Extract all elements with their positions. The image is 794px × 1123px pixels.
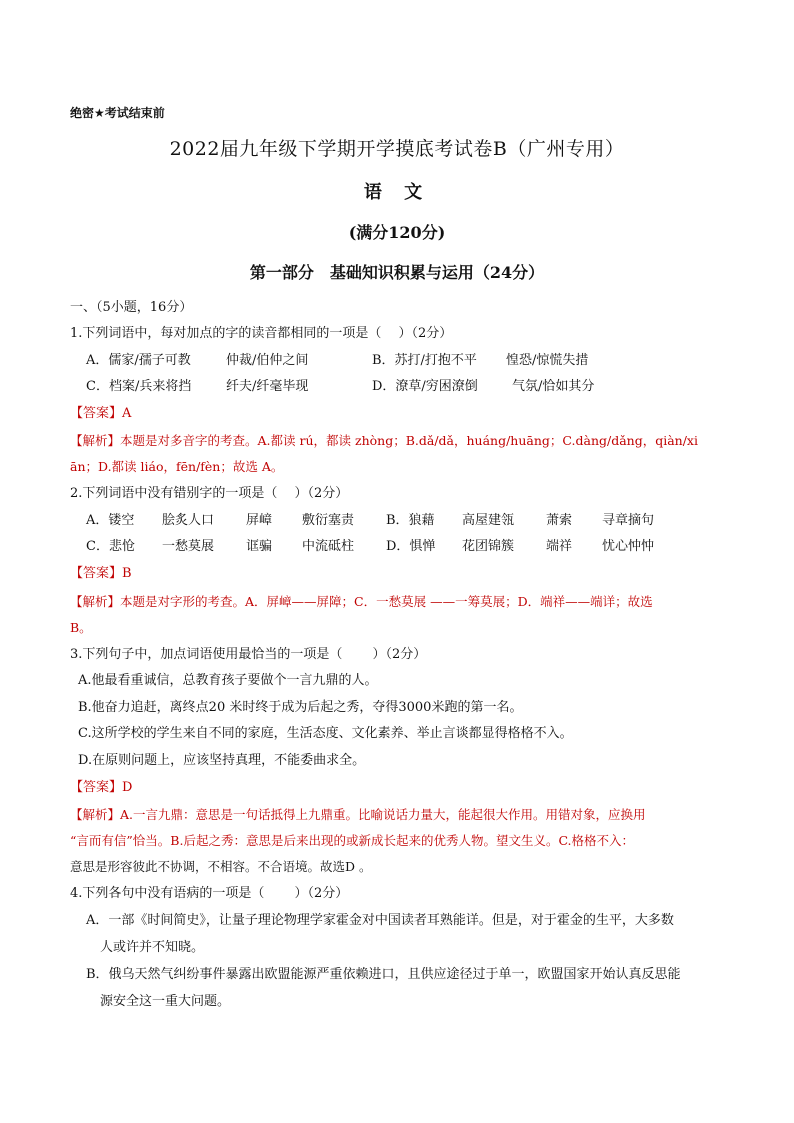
q2-option: 忧心忡忡 [602,539,655,554]
q2-option: 一愁莫展 [162,539,215,554]
q1-option: C．档案/兵来将挡 [86,379,192,394]
q2-option: D．惧惮 [386,539,436,554]
section-heading: 一、（5小题，16分） [70,300,193,315]
q1-option: 纤夫/纤毫毕现 [226,379,309,394]
answer-tag: 【答案】 [70,780,123,795]
q3-explanation-line: “言而有信”恰当。B.后起之秀：意思是后来出现的或新成长起来的优秀人物。望文生义。C.格格不入： [70,833,635,848]
q4-option: A．一部《时间简史》，让量子理论物理学家霍金对中国读者耳熟能详。但是，对于霍金的生平，大多数 [86,913,674,928]
q2-option: C．悲怆 [86,539,135,554]
question-1-stem: 1.下列词语中，每对加点的字的读音都相同的一项是（ ）（2分） [70,326,453,341]
explanation-tag: 【解析】 [70,807,121,822]
q3-option: C.这所学校的学生来自不同的家庭，生活态度、文化素养、举止言谈都显得格格不入。 [78,726,573,741]
q2-option: 端祥 [546,539,573,554]
q2-option: 中流砥柱 [302,539,355,554]
q2-option: A．镂空 [86,513,135,528]
q3-explanation-line: 意思是形容彼此不协调，不相容。不合语境。故选D 。 [70,859,372,874]
q3-explanation-line [70,806,646,824]
q3-option: A.他最看重诚信，总教育孩子要做个一言九鼎的人。 [78,673,378,688]
q2-option: 花团锦簇 [462,539,515,554]
q2-explanation-line: B。 [70,620,92,635]
confidential-mark: 绝密★考试结束前 [70,106,165,120]
q1-explanation-line [70,432,698,450]
full-score: (满分120分) [348,223,446,242]
answer-value: B [122,566,132,581]
answer-tag: 【答案】 [70,566,123,581]
part-heading: 第一部分 基础知识积累与运用（24分） [249,263,545,282]
exam-title: 2022届九年级下学期开学摸底考试卷B（广州专用） [169,138,625,160]
question-3-stem: 3.下列句子中，加点词语使用最恰当的一项是（ ）（2分） [70,647,427,662]
q2-option: B．狼藉 [386,513,435,528]
q2-option: 诓骗 [246,539,273,554]
q3-answer [70,779,132,797]
answer-tag: 【答案】 [70,406,123,421]
answer-value: D [122,780,133,795]
q1-option: D．潦草/穷困潦倒 [372,379,478,394]
q2-option: 屏嶂 [246,513,273,528]
explanation-tag: 【解析】 [70,594,121,609]
q2-explanation-line [70,593,653,611]
q2-option: 脍炙人口 [162,513,215,528]
answer-value: A [122,406,132,421]
q2-option: 萧索 [546,513,573,528]
q2-answer [70,565,132,583]
q1-option: 气氛/恰如其分 [512,379,595,394]
q1-option: A．儒家/孺子可教 [86,353,191,368]
q4-option-continued: 人或许并不知晓。 [100,940,205,955]
explanation-text: 本题是对字形的考查。A．屏嶂——屏障；C．一愁莫展 ——一筹莫展；D．端祥——端详；故选 [120,594,653,609]
question-2-stem: 2.下列词语中没有错别字的一项是（ ）（2分） [70,486,349,501]
q1-option: 仲裁/伯仲之间 [226,353,309,368]
explanation-tag: 【解析】 [70,433,121,448]
q2-option: 敷衍塞责 [302,513,355,528]
q1-answer [70,405,131,423]
explanation-text: A.一言九鼎：意思是一句话抵得上九鼎重。比喻说话力量大，能起很大作用。用错对象，应换用 [120,807,646,822]
q3-option: B.他奋力追赶，离终点20 米时终于成为后起之秀，夺得3000米跑的第一名。 [78,700,523,715]
q1-option: 惶恐/惊慌失措 [506,353,589,368]
q1-explanation-line: ān；D.都读 liáo，fēn/fèn；故选 A。 [70,459,284,474]
q1-option: B．苏打/打抱不平 [372,353,477,368]
q3-option: D.在原则问题上，应该坚持真理，不能委曲求全。 [78,753,366,768]
subject-heading: 语 文 [363,182,431,203]
q2-option: 高屋建瓴 [462,513,515,528]
q4-option-continued: 源安全这一重大问题。 [100,994,231,1009]
q4-option: B．俄乌天然气纠纷事件暴露出欧盟能源严重依赖进口，且供应途径过于单一，欧盟国家开始认真反思能 [86,967,681,982]
q2-option: 寻章摘句 [602,513,655,528]
explanation-text: 本题是对多音字的考查。A.都读 rú，都读 zhòng；B.dǎ/dǎ，huáng/huāng；C.dàng/dǎng，qiàn/xi [120,433,698,448]
question-4-stem: 4.下列各句中没有语病的一项是（ ）（2分） [70,886,349,901]
